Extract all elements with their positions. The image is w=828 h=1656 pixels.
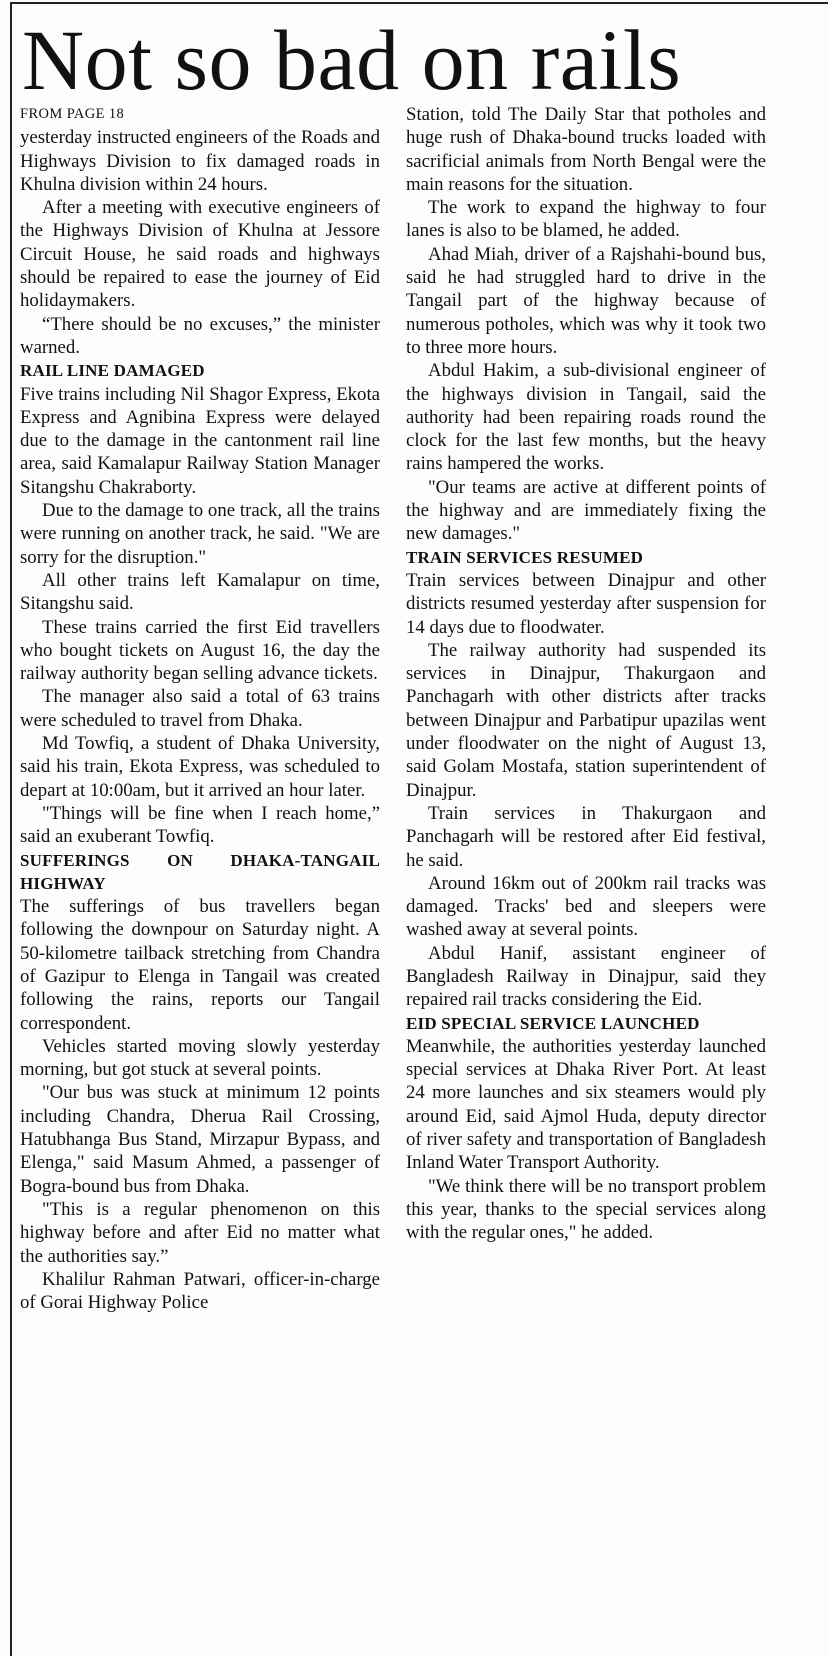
paragraph: Train services in Thakurgaon and Panchagarh will be restored after Eid festival, he said. (406, 802, 766, 871)
subheading-train-services-resumed: TRAIN SERVICES RESUMED (406, 547, 644, 567)
left-border-rule (10, 2, 12, 1656)
paragraph: “There should be no excuses,” the minister warned. (20, 313, 380, 358)
article-column-right (406, 103, 766, 1245)
paragraph: Due to the damage to one track, all the trains were running on another track, he said. "We are sorry for the disruption." (20, 500, 380, 568)
paragraph: "Our bus was stuck at minimum 12 points including Chandra, Dherua Rail Crossing, Hatubhanga Bus Stand, Mirzapur Bypass, and Elenga," said Masum Ahmed, a passenger of Bogra-bound bus from Dhaka. (20, 1082, 380, 1197)
paragraph: Ahad Miah, driver of a Rajshahi-bound bus, said he had struggled hard to drive in the Tangail part of the highway because of numerous potholes, which was why it took two to three more hours. (406, 243, 766, 358)
paragraph: These trains carried the first Eid travellers who bought tickets on August 16, the day the railway authority began selling advance tickets. (20, 616, 380, 685)
subheading-sufferings-highway: SUFFERINGS ON DHAKA-TANGAIL HIGHWAY (20, 850, 380, 893)
paragraph: "We think there will be no transport problem this year, thanks to the special services along with the regular ones," he added. (406, 1175, 766, 1244)
paragraph: The manager also said a total of 63 trains were scheduled to travel from Dhaka. (20, 686, 380, 731)
paragraph: Vehicles started moving slowly yesterday morning, but got stuck at several points. (20, 1035, 380, 1081)
paragraph: Around 16km out of 200km rail tracks was damaged. Tracks' bed and sleepers were washed away at several points. (406, 872, 766, 941)
paragraph: "Our teams are active at different points of the highway and are immediately fixing the new damages." (406, 476, 766, 545)
from-page-label: FROM PAGE 18 (20, 106, 125, 122)
headline: Not so bad on rails (22, 12, 682, 108)
paragraph: Five trains including Nil Shagor Express, Ekota Express and Agnibina Express were delayed due to the damage in the cantonment rail line area, said Kamalapur Railway Station Manager Sitangshu Chakraborty. (20, 383, 380, 498)
paragraph: yesterday instructed engineers of the Roads and Highways Division to fix damaged roads in Khulna division within 24 hours. (20, 127, 380, 195)
paragraph: "This is a regular phenomenon on this highway before and after Eid no matter what the authorities say.” (20, 1198, 380, 1267)
paragraph: Train services between Dinajpur and other districts resumed yesterday after suspension for 14 days due to floodwater. (406, 569, 766, 638)
paragraph: The work to expand the highway to four lanes is also to be blamed, he added. (406, 197, 766, 242)
subheading-rail-line-damaged: RAIL LINE DAMAGED (20, 361, 205, 381)
paragraph: "Things will be fine when I reach home,” said an exuberant Towfiq. (20, 802, 380, 848)
top-border-rule (10, 2, 828, 4)
paragraph: After a meeting with executive engineers of the Highways Division of Khulna at Jessore Circuit House, he said roads and highways should be repaired to ease the journey of Eid holidaymakers. (20, 197, 380, 312)
paragraph: Md Towfiq, a student of Dhaka University, said his train, Ekota Express, was scheduled to depart at 10:00am, but it arrived an hour later. (20, 733, 380, 801)
subheading-eid-special-service: EID SPECIAL SERVICE LAUNCHED (406, 1013, 700, 1033)
paragraph: Abdul Hakim, a sub-divisional engineer of the highways division in Tangail, said the authority had been repairing roads round the clock for the last few months, but the heavy rains hampered the works. (406, 360, 766, 475)
paragraph: Station, told The Daily Star that potholes and huge rush of Dhaka-bound trucks loaded with sacrificial animals from North Bengal were the main reasons for the situation. (406, 104, 766, 195)
paragraph: Abdul Hanif, assistant engineer of Bangladesh Railway in Dinajpur, said they repaired rail tracks considering the Eid. (406, 942, 766, 1011)
paragraph: The railway authority had suspended its services in Dinajpur, Thakurgaon and Panchagarh with other districts after tracks between Dinajpur and Parbatipur upazilas went under floodwater on the night of August 13, said Golam Mostafa, station superintendent of Dinajpur. (406, 639, 766, 801)
paragraph: All other trains left Kamalapur on time, Sitangshu said. (20, 569, 380, 615)
article-column-left (20, 103, 380, 1314)
paragraph: The sufferings of bus travellers began following the downpour on Saturday night. A 50-kilometre tailback stretching from Chandra of Gazipur to Elenga in Tangail was created following the rains, reports our Tangail correspondent. (20, 896, 380, 1034)
paragraph: Khalilur Rahman Patwari, officer-in-charge of Gorai Highway Police (20, 1268, 380, 1314)
paragraph: Meanwhile, the authorities yesterday launched special services at Dhaka River Port. At least 24 more launches and six steamers would ply around Eid, said Ajmol Huda, deputy director of river safety and transportation of Bangladesh Inland Water Transport Authority. (406, 1035, 766, 1174)
